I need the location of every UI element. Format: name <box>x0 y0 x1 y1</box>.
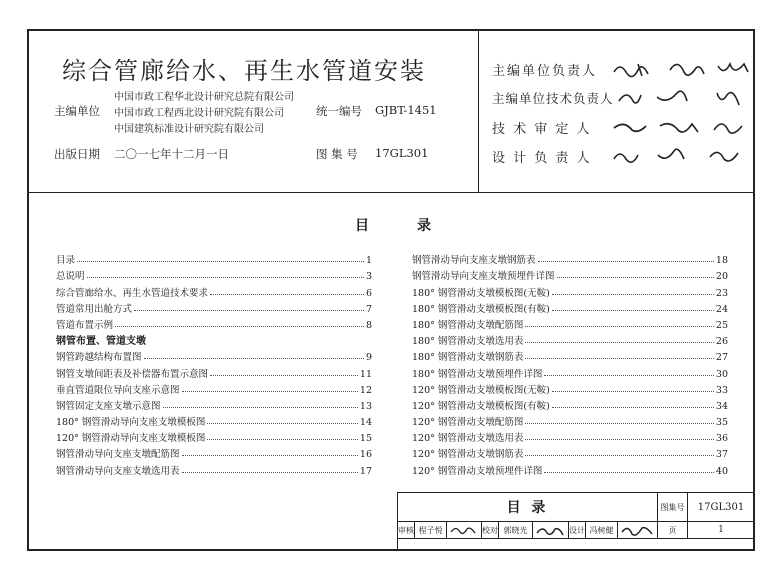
toc-entry[interactable] <box>56 266 372 282</box>
toc-leader-dots <box>210 375 358 376</box>
signature-image <box>535 523 567 537</box>
toc-leader-dots <box>87 277 364 278</box>
toc-entry[interactable] <box>56 282 372 298</box>
toc-leader-dots <box>207 423 358 424</box>
toc-entry-page: 3 <box>365 271 372 283</box>
toc-entry-title: 垂直管道限位导向支座示意图 <box>56 384 180 396</box>
toc-leader-dots <box>544 375 714 376</box>
check-signature <box>533 522 569 539</box>
toc-entry[interactable] <box>412 299 728 315</box>
toc-section-heading <box>56 331 372 347</box>
toc-entry-page: 14 <box>359 417 372 429</box>
signatory-row <box>492 118 752 140</box>
toc-leader-dots <box>207 439 358 440</box>
toc-leader-dots <box>182 391 358 392</box>
toc-entry[interactable] <box>412 380 728 396</box>
toc-leader-dots <box>525 423 714 424</box>
toc-entry-page: 25 <box>715 319 728 331</box>
toc-leader-dots <box>525 326 714 327</box>
date-label: 出版日期 <box>54 147 100 161</box>
check-name: 郭晓光 <box>499 522 533 539</box>
toc-entry[interactable] <box>56 250 372 266</box>
toc-entry-title: 180° 钢管滑动支墩配筋图 <box>412 319 524 331</box>
toc-entry-title: 180° 钢管滑动支墩预埋件详图 <box>412 368 543 380</box>
page-value: 1 <box>688 522 754 539</box>
toc-entry[interactable] <box>412 428 728 444</box>
toc-entry-page: 6 <box>365 287 372 299</box>
toc-entry-page: 37 <box>715 449 728 461</box>
header-divider <box>27 192 755 193</box>
review-label: 审核 <box>398 522 415 539</box>
toc-leader-dots <box>544 472 714 473</box>
toc-left-column <box>56 250 372 477</box>
signature-image <box>610 56 750 82</box>
atlas-title: 综合管廊给水、再生水管道安装 <box>62 57 426 85</box>
toc-entry-title: 120° 钢管滑动支墩配筋图 <box>412 417 524 429</box>
toc-leader-dots <box>77 261 364 262</box>
editor-unit-label: 主编单位 <box>54 104 100 118</box>
toc-entry-page: 30 <box>715 368 728 380</box>
date-value: 二〇一七年十二月一日 <box>114 147 229 161</box>
toc-entry-title: 120° 钢管滑动支墩模板图(无鞍) <box>412 384 550 396</box>
toc-entry[interactable] <box>56 363 372 379</box>
toc-entry-title: 120° 钢管滑动支墩预埋件详图 <box>412 465 543 477</box>
toc-leader-dots <box>552 310 714 311</box>
toc-entry[interactable] <box>412 444 728 460</box>
toc-entry-page: 7 <box>365 303 372 315</box>
toc-entry-title: 180° 钢管滑动支墩选用表 <box>412 336 524 348</box>
title-block-atlas-value: 17GL301 <box>688 493 754 522</box>
toc-entry-title: 钢管固定支座支墩示意图 <box>56 400 161 412</box>
toc-entry-title: 总说明 <box>56 271 85 283</box>
toc-entry[interactable] <box>56 299 372 315</box>
toc-entry-page: 24 <box>715 303 728 315</box>
toc-entry-page: 18 <box>715 255 728 267</box>
title-block <box>397 492 755 551</box>
toc-entry-title: 钢管滑动导向支座支墩选用表 <box>56 465 180 477</box>
toc-entry-page: 8 <box>365 319 372 331</box>
toc-entry-title: 钢管滑动导向支座支墩配筋图 <box>56 449 180 461</box>
toc-leader-dots <box>525 439 714 440</box>
design-label: 设计 <box>569 522 586 539</box>
review-signature <box>447 522 482 539</box>
editor-unit-3: 中国建筑标准设计研究院有限公司 <box>114 124 264 135</box>
signatory-row <box>492 60 752 82</box>
signature-image <box>610 143 750 169</box>
toc-entry[interactable] <box>56 347 372 363</box>
design-name: 冯树健 <box>586 522 618 539</box>
toc-entry[interactable] <box>412 266 728 282</box>
toc-entry-page: 23 <box>715 287 728 299</box>
toc-entry-title: 综合管廊给水、再生水管道技术要求 <box>56 287 209 299</box>
toc-entry-page: 13 <box>359 400 372 412</box>
title-block-title: 目 录 <box>398 493 658 522</box>
signature-image <box>617 85 750 111</box>
atlas-value: 17GL301 <box>375 146 429 160</box>
toc-entry-title: 管道常用出舱方式 <box>56 303 133 315</box>
toc-entry[interactable] <box>56 380 372 396</box>
toc-entry[interactable] <box>56 412 372 428</box>
signatory-role: 技 术 审 定 人 <box>492 122 592 137</box>
serial-value: GJBT-1451 <box>375 103 437 117</box>
toc-entry-title: 管道布置示例 <box>56 319 114 331</box>
toc-leader-dots <box>525 342 714 343</box>
toc-entry-page: 34 <box>715 400 728 412</box>
toc-entry-page: 1 <box>365 255 372 267</box>
toc-entry-title: 180° 钢管滑动支墩钢筋表 <box>412 352 524 364</box>
toc-leader-dots <box>182 472 358 473</box>
toc-entry-page: 27 <box>715 352 728 364</box>
toc-entry[interactable] <box>56 428 372 444</box>
signature-image <box>620 523 656 537</box>
toc-title-left: 目 <box>355 218 369 234</box>
signatory-role: 设 计 负 责 人 <box>492 151 592 166</box>
toc-leader-dots <box>552 391 714 392</box>
toc-entry-page: 16 <box>359 449 372 461</box>
toc-entry[interactable] <box>412 412 728 428</box>
signature-image <box>449 523 479 537</box>
design-signature <box>618 522 658 539</box>
toc-entry-page: 17 <box>359 465 372 477</box>
toc-entry-page: 9 <box>365 352 372 364</box>
toc-leader-dots <box>525 358 714 359</box>
toc-right-column <box>412 250 728 477</box>
page-label: 页 <box>658 522 688 539</box>
toc-leader-dots <box>552 407 714 408</box>
toc-entry-page: 35 <box>715 417 728 429</box>
toc-leader-dots <box>525 455 714 456</box>
toc-entry[interactable] <box>412 315 728 331</box>
toc-leader-dots <box>557 277 714 278</box>
toc-entry-page: 15 <box>359 433 372 445</box>
toc-entry-title: 180° 钢管滑动支墩模板图(无鞍) <box>412 287 550 299</box>
check-label: 校对 <box>482 522 499 539</box>
toc-entry-title: 120° 钢管滑动导向支座支墩模板图 <box>56 433 206 445</box>
toc-entry[interactable] <box>56 396 372 412</box>
toc-leader-dots <box>182 455 358 456</box>
toc-leader-dots <box>115 326 364 327</box>
toc-entry-page: 33 <box>715 384 728 396</box>
atlas-label: 图 集 号 <box>316 147 358 161</box>
toc-entry-page: 40 <box>715 465 728 477</box>
toc-entry-title: 目录 <box>56 255 76 267</box>
review-name: 程子悦 <box>415 522 447 539</box>
signatory-row <box>492 89 752 111</box>
signatory-role: 主编单位技术负责人 <box>492 91 614 106</box>
signature-image <box>610 114 750 140</box>
toc-entry-page: 12 <box>359 384 372 396</box>
toc-entry-page: 26 <box>715 336 728 348</box>
signatory-role: 主编单位负责人 <box>492 64 598 79</box>
toc-entry-title: 120° 钢管滑动支墩钢筋表 <box>412 449 524 461</box>
editor-unit-1: 中国市政工程华北设计研究总院有限公司 <box>114 92 294 103</box>
toc-entry-title: 钢管支墩间距表及补偿器布置示意图 <box>56 368 209 380</box>
toc-entry[interactable] <box>412 363 728 379</box>
toc-entry[interactable] <box>412 460 728 476</box>
toc-leader-dots <box>210 294 364 295</box>
toc-entry[interactable] <box>56 444 372 460</box>
toc-entry[interactable] <box>412 331 728 347</box>
toc-leader-dots <box>134 310 364 311</box>
toc-entry-title: 180° 钢管滑动导向支座支墩模板图 <box>56 417 206 429</box>
toc-entry-title: 钢管布置、管道支墩 <box>56 336 146 348</box>
toc-leader-dots <box>552 294 714 295</box>
toc-leader-dots <box>144 358 364 359</box>
toc-entry-title: 钢管滑动导向支座支墩钢筋表 <box>412 255 536 267</box>
toc-entry-title: 钢管滑动导向支座支墩预埋件详图 <box>412 271 555 283</box>
toc-entry[interactable] <box>56 315 372 331</box>
toc-entry[interactable] <box>412 396 728 412</box>
signatory-row <box>492 147 752 169</box>
toc-entry[interactable] <box>412 347 728 363</box>
toc-entry-title: 120° 钢管滑动支墩选用表 <box>412 433 524 445</box>
editor-unit-2: 中国市政工程西北设计研究院有限公司 <box>114 108 284 119</box>
toc-entry-page: 11 <box>359 368 372 380</box>
toc-entry[interactable] <box>56 460 372 476</box>
toc-title-right: 录 <box>417 218 431 234</box>
toc-leader-dots <box>538 261 714 262</box>
toc-entry-title: 180° 钢管滑动支墩模板图(有鞍) <box>412 303 550 315</box>
toc-entry-page: 36 <box>715 433 728 445</box>
serial-label: 统一编号 <box>316 104 362 118</box>
toc-entry-page: 20 <box>715 271 728 283</box>
toc-entry-title: 120° 钢管滑动支墩模板图(有鞍) <box>412 400 550 412</box>
toc-entry-title: 钢管跨越结构布置图 <box>56 352 142 364</box>
title-block-atlas-label: 图集号 <box>658 493 688 522</box>
toc-entry[interactable] <box>412 282 728 298</box>
toc-leader-dots <box>163 407 358 408</box>
signatory-divider <box>478 29 479 193</box>
toc-entry[interactable] <box>412 250 728 266</box>
